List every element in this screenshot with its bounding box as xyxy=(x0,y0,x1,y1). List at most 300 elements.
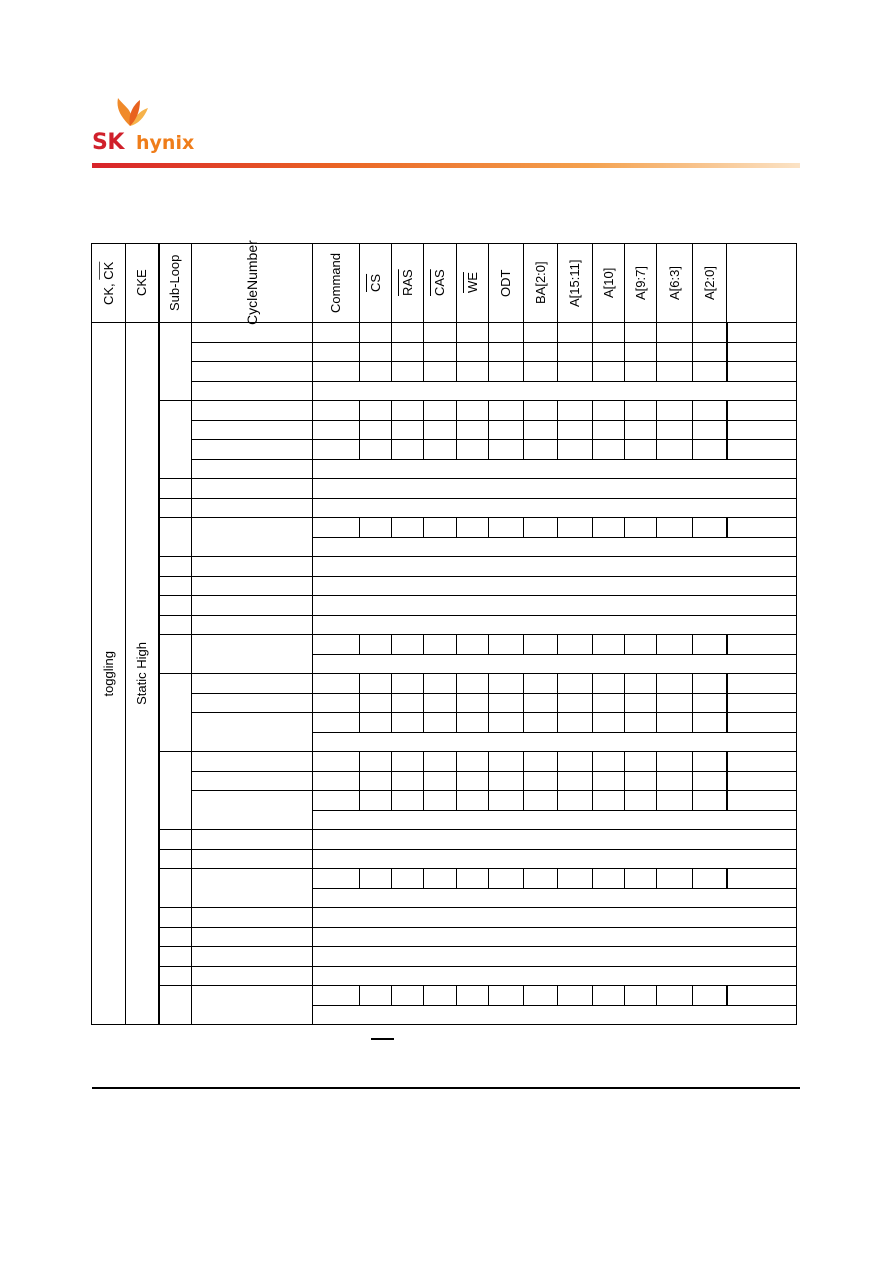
signal-cell xyxy=(593,674,625,694)
signal-cell xyxy=(625,986,657,1006)
signal-cell xyxy=(424,518,457,538)
cke-value-cell xyxy=(126,323,159,1025)
signal-cell xyxy=(593,986,625,1006)
signal-cell xyxy=(593,518,625,538)
signal-cell xyxy=(558,323,593,343)
signal-cell xyxy=(457,362,489,382)
signal-cell xyxy=(558,635,593,655)
signal-cell xyxy=(457,869,489,889)
signal-cell xyxy=(558,440,593,460)
subloop-cell xyxy=(159,830,192,850)
cycle-number-cell xyxy=(192,849,313,869)
signal-cell xyxy=(657,440,693,460)
signal-cell xyxy=(313,752,360,772)
signal-cell xyxy=(593,401,625,421)
span-cell xyxy=(313,576,797,596)
signal-cell xyxy=(313,869,360,889)
signal-cell xyxy=(558,713,593,733)
signal-cell xyxy=(489,401,524,421)
signal-cell xyxy=(727,342,797,362)
signal-cell xyxy=(489,791,524,811)
signal-cell xyxy=(360,713,392,733)
signal-cell xyxy=(625,362,657,382)
subloop-cell xyxy=(159,576,192,596)
cycle-number-cell xyxy=(192,693,313,713)
signal-cell xyxy=(558,401,593,421)
signal-cell xyxy=(457,713,489,733)
signal-cell xyxy=(625,674,657,694)
signal-cell xyxy=(489,674,524,694)
signal-cell xyxy=(625,791,657,811)
span-cell xyxy=(313,654,797,674)
signal-cell xyxy=(657,674,693,694)
table-row xyxy=(92,752,797,772)
cycle-number-cell xyxy=(192,966,313,986)
signal-cell xyxy=(392,791,424,811)
signal-cell xyxy=(657,401,693,421)
table-row xyxy=(92,927,797,947)
signal-cell xyxy=(593,440,625,460)
signal-cell xyxy=(424,693,457,713)
cycle-number-cell xyxy=(192,752,313,772)
footnote-overline-mark xyxy=(371,1038,394,1040)
subloop-cell xyxy=(159,752,192,830)
header-cas: CAS xyxy=(424,244,457,323)
header-a6-3: A[6:3] xyxy=(657,244,693,323)
signal-cell xyxy=(392,420,424,440)
cycle-number-cell xyxy=(192,869,313,908)
signal-cell xyxy=(558,752,593,772)
table-row xyxy=(92,947,797,967)
signal-cell xyxy=(489,440,524,460)
signal-cell xyxy=(360,693,392,713)
signal-cell xyxy=(457,420,489,440)
table-row xyxy=(92,771,797,791)
signal-cell xyxy=(558,771,593,791)
signal-cell xyxy=(392,323,424,343)
signal-cell xyxy=(489,362,524,382)
table-row xyxy=(92,381,797,401)
ck-value-text: toggling xyxy=(100,650,116,697)
signal-cell xyxy=(558,791,593,811)
signal-cell xyxy=(693,342,727,362)
signal-cell xyxy=(657,713,693,733)
signal-cell xyxy=(424,401,457,421)
signal-cell xyxy=(524,693,558,713)
signal-cell xyxy=(489,693,524,713)
cycle-number-cell xyxy=(192,615,313,635)
signal-cell xyxy=(392,362,424,382)
signal-cell xyxy=(524,362,558,382)
cycle-number-cell xyxy=(192,342,313,362)
signal-cell xyxy=(457,342,489,362)
header-odt: ODT xyxy=(489,244,524,323)
span-cell xyxy=(313,459,797,479)
signal-cell xyxy=(524,401,558,421)
signal-cell xyxy=(625,323,657,343)
signal-cell xyxy=(727,693,797,713)
signal-cell xyxy=(313,518,360,538)
signal-cell xyxy=(657,323,693,343)
table-row xyxy=(92,420,797,440)
signal-cell xyxy=(392,869,424,889)
table-row xyxy=(92,674,797,694)
header-cke: CKE xyxy=(126,244,159,323)
table-row xyxy=(92,849,797,869)
table-row xyxy=(92,615,797,635)
subloop-cell xyxy=(159,498,192,518)
cycle-number-cell xyxy=(192,791,313,830)
table-row xyxy=(92,518,797,538)
signal-cell xyxy=(558,674,593,694)
cycle-number-cell xyxy=(192,323,313,343)
signal-cell xyxy=(524,771,558,791)
signal-cell xyxy=(392,342,424,362)
span-cell xyxy=(313,830,797,850)
signal-cell xyxy=(657,986,693,1006)
header-ba: BA[2:0] xyxy=(524,244,558,323)
signal-cell xyxy=(360,674,392,694)
signal-cell xyxy=(727,752,797,772)
signal-cell xyxy=(360,791,392,811)
signal-cell xyxy=(424,869,457,889)
cycle-number-cell xyxy=(192,498,313,518)
signal-cell xyxy=(693,752,727,772)
table-row xyxy=(92,830,797,850)
cycle-number-cell xyxy=(192,947,313,967)
signal-cell xyxy=(424,420,457,440)
signal-cell xyxy=(424,323,457,343)
signal-cell xyxy=(489,869,524,889)
span-cell xyxy=(313,537,797,557)
table-row xyxy=(92,713,797,733)
span-cell xyxy=(313,888,797,908)
subloop-cell xyxy=(159,557,192,577)
footer-rule xyxy=(92,1087,800,1089)
table-row xyxy=(92,342,797,362)
signal-cell xyxy=(360,771,392,791)
signal-cell xyxy=(593,713,625,733)
signal-cell xyxy=(524,420,558,440)
signal-cell xyxy=(657,791,693,811)
subloop-cell xyxy=(159,323,192,401)
signal-cell xyxy=(693,635,727,655)
header-ck xyxy=(92,244,126,323)
signal-cell xyxy=(360,518,392,538)
signal-cell xyxy=(392,771,424,791)
signal-cell xyxy=(457,986,489,1006)
signal-cell xyxy=(360,362,392,382)
table-row xyxy=(92,323,797,343)
signal-cell xyxy=(392,674,424,694)
signal-cell xyxy=(457,752,489,772)
cycle-number-cell xyxy=(192,479,313,499)
signal-cell xyxy=(693,869,727,889)
signal-cell xyxy=(727,420,797,440)
signal-cell xyxy=(693,440,727,460)
table-row xyxy=(92,791,797,811)
table-row xyxy=(92,479,797,499)
signal-cell xyxy=(693,693,727,713)
signal-cell xyxy=(558,342,593,362)
table-row xyxy=(92,635,797,655)
signal-cell xyxy=(524,752,558,772)
signal-cell xyxy=(313,791,360,811)
signal-cell xyxy=(727,791,797,811)
signal-cell xyxy=(489,323,524,343)
signal-cell xyxy=(524,342,558,362)
signal-cell xyxy=(593,791,625,811)
span-cell xyxy=(313,947,797,967)
signal-cell xyxy=(558,869,593,889)
cycle-number-cell xyxy=(192,986,313,1025)
signal-cell xyxy=(657,342,693,362)
signal-cell xyxy=(657,518,693,538)
signal-cell xyxy=(360,440,392,460)
header-row xyxy=(92,244,797,323)
table-row xyxy=(92,596,797,616)
span-cell xyxy=(313,927,797,947)
header-ck-text: CK, CK xyxy=(100,261,116,305)
span-cell xyxy=(313,810,797,830)
signal-cell xyxy=(593,342,625,362)
header-command: Command xyxy=(313,244,360,323)
cycle-number-cell xyxy=(192,401,313,421)
signal-cell xyxy=(524,635,558,655)
signal-cell xyxy=(313,323,360,343)
signal-cell xyxy=(313,362,360,382)
signal-cell xyxy=(313,674,360,694)
cycle-number-cell xyxy=(192,362,313,382)
table-row xyxy=(92,986,797,1006)
signal-cell xyxy=(424,362,457,382)
cycle-number-cell xyxy=(192,440,313,460)
span-cell xyxy=(313,849,797,869)
subloop-cell xyxy=(159,869,192,908)
signal-cell xyxy=(489,635,524,655)
cycle-number-cell xyxy=(192,557,313,577)
signal-cell xyxy=(693,771,727,791)
signal-cell xyxy=(392,635,424,655)
signal-cell xyxy=(313,401,360,421)
subloop-cell xyxy=(159,401,192,479)
table-row xyxy=(92,362,797,382)
table-row xyxy=(92,869,797,889)
signal-cell xyxy=(693,986,727,1006)
cycle-number-cell xyxy=(192,596,313,616)
signal-cell xyxy=(727,713,797,733)
signal-cell xyxy=(392,693,424,713)
signal-cell xyxy=(457,674,489,694)
signal-cell xyxy=(524,713,558,733)
subloop-cell xyxy=(159,908,192,928)
cycle-number-cell xyxy=(192,830,313,850)
signal-cell xyxy=(657,635,693,655)
cycle-number-cell xyxy=(192,674,313,694)
header-notes xyxy=(727,244,797,323)
signal-cell xyxy=(593,869,625,889)
signal-cell xyxy=(489,771,524,791)
signal-cell xyxy=(457,771,489,791)
signal-cell xyxy=(457,791,489,811)
signal-cell xyxy=(489,342,524,362)
logo-hynix-text: hynix xyxy=(136,132,195,154)
signal-cell xyxy=(558,693,593,713)
table-row xyxy=(92,693,797,713)
signal-cell xyxy=(693,401,727,421)
signal-cell xyxy=(727,635,797,655)
signal-cell xyxy=(360,420,392,440)
ck-value-cell xyxy=(92,323,126,1025)
signal-cell xyxy=(625,401,657,421)
signal-cell xyxy=(424,635,457,655)
cycle-number-cell xyxy=(192,459,313,479)
header-rule xyxy=(92,163,800,168)
signal-cell xyxy=(727,869,797,889)
subloop-cell xyxy=(159,674,192,752)
signal-cell xyxy=(392,986,424,1006)
signal-cell xyxy=(593,362,625,382)
signal-cell xyxy=(727,771,797,791)
signal-cell xyxy=(392,713,424,733)
signal-cell xyxy=(524,791,558,811)
signal-cell xyxy=(693,518,727,538)
cycle-number-cell xyxy=(192,635,313,674)
signal-cell xyxy=(693,674,727,694)
header-a9-7: A[9:7] xyxy=(625,244,657,323)
signal-cell xyxy=(392,440,424,460)
signal-cell xyxy=(524,674,558,694)
signal-cell xyxy=(693,791,727,811)
signal-cell xyxy=(625,869,657,889)
signal-cell xyxy=(657,420,693,440)
signal-cell xyxy=(625,752,657,772)
subloop-cell xyxy=(159,635,192,674)
signal-cell xyxy=(457,693,489,713)
signal-cell xyxy=(457,323,489,343)
subloop-cell xyxy=(159,518,192,557)
signal-cell xyxy=(457,635,489,655)
signal-cell xyxy=(693,713,727,733)
signal-cell xyxy=(360,635,392,655)
subloop-cell xyxy=(159,966,192,986)
span-cell xyxy=(313,966,797,986)
signal-cell xyxy=(727,674,797,694)
signal-cell xyxy=(558,362,593,382)
signal-cell xyxy=(625,518,657,538)
signal-cell xyxy=(313,420,360,440)
command-sequence-table xyxy=(91,240,797,1025)
signal-cell xyxy=(313,342,360,362)
signal-cell xyxy=(424,791,457,811)
header-subloop: Sub-Loop xyxy=(159,244,192,323)
table-row xyxy=(92,908,797,928)
sk-hynix-logo xyxy=(92,96,212,160)
signal-cell xyxy=(657,693,693,713)
signal-cell xyxy=(424,674,457,694)
signal-cell xyxy=(625,693,657,713)
signal-cell xyxy=(424,440,457,460)
logo-sk-text: SK xyxy=(92,130,124,155)
signal-cell xyxy=(657,362,693,382)
signal-cell xyxy=(625,771,657,791)
signal-cell xyxy=(313,635,360,655)
signal-cell xyxy=(593,323,625,343)
signal-cell xyxy=(489,420,524,440)
signal-cell xyxy=(360,323,392,343)
signal-cell xyxy=(457,518,489,538)
signal-cell xyxy=(727,518,797,538)
cke-value-text: Static High xyxy=(133,642,149,705)
signal-cell xyxy=(392,518,424,538)
cycle-number-cell xyxy=(192,771,313,791)
signal-cell xyxy=(558,420,593,440)
span-cell xyxy=(313,615,797,635)
signal-cell xyxy=(593,420,625,440)
span-cell xyxy=(313,479,797,499)
signal-cell xyxy=(360,401,392,421)
table-row xyxy=(92,440,797,460)
signal-cell xyxy=(593,752,625,772)
span-cell xyxy=(313,732,797,752)
signal-cell xyxy=(489,752,524,772)
signal-cell xyxy=(524,986,558,1006)
signal-cell xyxy=(727,401,797,421)
signal-cell xyxy=(360,342,392,362)
table-row xyxy=(92,498,797,518)
table-row xyxy=(92,459,797,479)
span-cell xyxy=(313,381,797,401)
header-cycle-number: Cycle Number xyxy=(192,244,313,323)
signal-cell xyxy=(524,323,558,343)
subloop-cell xyxy=(159,927,192,947)
signal-cell xyxy=(657,771,693,791)
table-row xyxy=(92,557,797,577)
cycle-number-cell xyxy=(192,908,313,928)
signal-cell xyxy=(693,323,727,343)
signal-cell xyxy=(392,752,424,772)
span-cell xyxy=(313,908,797,928)
signal-cell xyxy=(593,771,625,791)
span-cell xyxy=(313,1005,797,1025)
subloop-cell xyxy=(159,986,192,1025)
header-ras: RAS xyxy=(392,244,424,323)
signal-cell xyxy=(457,401,489,421)
subloop-cell xyxy=(159,615,192,635)
table-row xyxy=(92,401,797,421)
cycle-number-cell xyxy=(192,420,313,440)
signal-cell xyxy=(424,771,457,791)
signal-cell xyxy=(392,401,424,421)
subloop-cell xyxy=(159,479,192,499)
signal-cell xyxy=(558,986,593,1006)
signal-cell xyxy=(489,986,524,1006)
signal-cell xyxy=(625,635,657,655)
signal-cell xyxy=(593,635,625,655)
header-a10: A[10] xyxy=(593,244,625,323)
signal-cell xyxy=(558,518,593,538)
signal-cell xyxy=(313,440,360,460)
header-cs: CS xyxy=(360,244,392,323)
signal-cell xyxy=(693,420,727,440)
cycle-number-cell xyxy=(192,576,313,596)
signal-cell xyxy=(457,440,489,460)
signal-cell xyxy=(360,986,392,1006)
cycle-number-cell xyxy=(192,518,313,557)
signal-cell xyxy=(657,752,693,772)
signal-cell xyxy=(424,986,457,1006)
signal-cell xyxy=(625,342,657,362)
